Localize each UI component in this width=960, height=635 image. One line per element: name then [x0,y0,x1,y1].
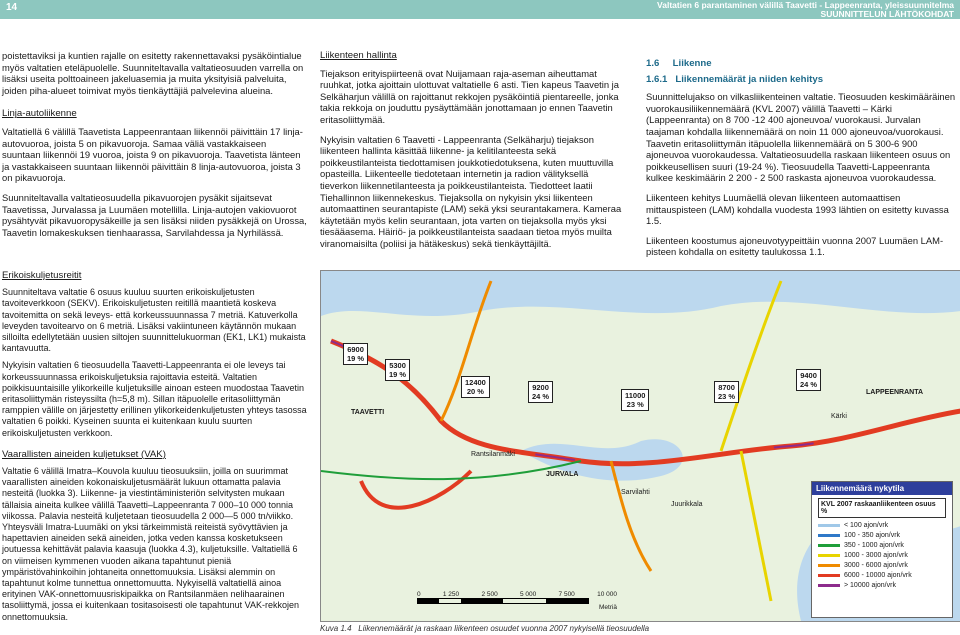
traffic-label: 9400 24 % [796,369,821,391]
legend-swatch [818,554,840,557]
town-label: Juurikkala [671,501,703,508]
paragraph: Valtatiellä 6 välillä Taavetista Lappeenrantaan liikennöi päivittäin 17 linja-autovuoroa, joista 5 on pikavuoroja. Samaa väliä vastakkaiseen suuntaan liikennöi 19 vuoroa, joista 9 on pikavuoroja. Taavetista länteen ja vastakkaiseen suuntaan liikennöi päivittäin 8 linja-autovuoroa, joista 3 on pikavuoroja. [2,125,303,184]
page-header [0,0,960,19]
legend-swatch [818,544,840,547]
map-scale: 0 1 250 2 500 5 000 7 500 10 000 Metriä [417,591,617,611]
legend-label: 100 - 350 ajon/vrk [844,532,901,539]
figure-caption: Kuva 1.4 Liikennemäärät ja raskaan liikenteen osuudet vuonna 2007 nykyisellä tieosuudella [320,624,650,633]
legend-swatch [818,564,840,567]
legend-item [818,521,946,530]
legend-item [818,541,946,550]
page-number: 14 [6,2,18,13]
paragraph: Liikenteen kehitys Luumäellä olevan liikenteen automaattisen mittauspisteen (LAM) kohdalla vuodesta 1993 lähtien on esitetty kuvassa 1.5. [646,191,949,227]
legend-kvl: KVL 2007 raskaanliikenteen osuus % [818,498,946,518]
paragraph: Liikenteen koostumus ajoneuvotyypeittäin vuonna 2007 Luumäen LAM-pisteen kohdalla on esitetty taulukossa 1.1. [646,234,944,258]
legend-item [818,561,946,570]
paragraph: Nykyisin valtatien 6 tieosuudella Taavetti-Lappeenranta ei ole leveys tai korkeussuunnassa erikoiskuljetuksia rajoittavia esteitä. Valtatien poikkisuuntaisille ylikorkeille kuljetuksille ainoan esteen muodostaa Taavetin eritasoliittymän risteyssilta (h=5,8 m). Sillan itäpuolelle eritasoliittymän ramppien välille on järjestetty erillinen ylikorkeidenkuljetusten yhteys tasossa valtatien 6 poikki. Kyseinen suunta ei kuitenkaan kuulu suurten erikoiskuljetusten verkkoon. [2,360,307,438]
legend-title: Liikennemäärä nykytila [812,482,952,495]
paragraph: poistettaviksi ja kuntien rajalle on esitetty rakennettavaksi pysäköintialue myös valtatien eteläpuolelle. Suunniteltavalla valtatieosuuden varrella on lisäksi useita polttoaineen jakeluasemia ja muita yksityisiä palveluita, joiden piha-alueet toimivat myös tienkäyttäjiä palvelevina alueina. [2,50,304,96]
legend-swatch [818,574,840,577]
legend-label: 350 - 1000 ajon/vrk [844,542,904,549]
legend-item [818,551,946,560]
section-heading-linja: Linja-autoliikenne [2,108,77,120]
traffic-label: 5300 19 % [385,359,410,381]
town-label: Rantsilanmäki [471,451,515,458]
header-title [657,1,954,19]
town-label: TAAVETTI [351,409,385,416]
column-1-bottom [2,270,307,628]
header-title-line2: SUUNNITTELUN LÄHTÖKOHDAT [820,9,954,19]
legend-item [818,531,946,540]
traffic-label: 6900 19 % [343,343,368,365]
legend-item [818,571,946,580]
section-heading-1-6-1: 1.6.1 Liikennemäärät ja niiden kehitys [646,73,824,85]
map-legend [811,481,953,618]
section-heading-vak: Vaarallisten aineiden kuljetukset (VAK) [2,448,166,460]
paragraph: Suunnittelujakso on vilkasliikenteinen valtatie. Tieosuuden keskimääräinen vuorokausiliikennemäärä (KVL 2007) välillä Taavetti – Kärki (Lappeenranta) on 8 700 -12 400 ajoneuvoa/ vuorokausi. Jurvalan taajaman kohdalla liikennemäärä on noin 11 000 ajoneuvoa/vuorokausi. Taavetin eritasoliittymän itäpuolella liikennemäärä on 5 300-6 900 ajoneuvoa vuorokaudessa. Valtatieosuudella raskaan liikenteen osuus on poikkeusellisen suuri (19-24 %). Tieosuudella Taavetti-Lappeenranta kulkee keskimäärin 2 200 - 2 500 raskasta ajoneuvoa vuorokaudessa. [646,91,956,184]
header-title-line1: Valtatien 6 parantaminen välillä Taavetti - Lappeenranta, yleissuunnitelma [657,0,954,10]
traffic-label: 8700 23 % [714,381,739,403]
paragraph: Suunniteltavalla valtatieosuudella pikavuorojen pysäkit sijaitsevat Taavetissa, Jurvalassa ja Luumäen motellilla. Linja-autojen vakiovuorot pysähtyvät pikavuoropysäkeille ja sen lisäksi niiden pysäkkejä on Urossa, Taavetin lomakeskuksen tienhaarassa, Sarvilahdessa ja Nyrhilässä. [2,191,307,238]
legend-label: 3000 - 6000 ajon/vrk [844,562,908,569]
paragraph: Nykyisin valtatien 6 Taavetti - Lappeenranta (Selkäharju) tiejakson liikenteen hallinta käsittää liikenne- ja kelitilanteesta sekä poikkeustilanteista tiedottamisen joukkotiedotuksena, kuten muuttuvilla opasteilla. Liikenteelle tiedotetaan internetin ja radion välityksellä tieverkon liikennetilanteesta ja poikkeustilanteista. Tiedotteet laatii Tiehallinnon liikennekeskus. Tiejaksolla on nykyisin yksi liikenteen automaattinen seurantapiste (LAM) sekä yksi seurantakamera. Kameraa käytetään myös kelin seurantaan, jota varten on tiejaksolla myös yksi tiesääasema. Häiriö- ja poikkeustilanteista saadaan tietoa myös muilta viranomaisilta (poliisi ja hätäkeskus) sekä tienkäyttäjiltä. [320,133,622,249]
legend-swatch [818,584,840,587]
legend-label: < 100 ajon/vrk [844,522,889,529]
column-3 [646,58,956,263]
legend-label: > 10000 ajon/vrk [844,582,896,589]
section-heading-liikenteen: Liikenteen hallinta [320,50,397,61]
legend-label: 6000 - 10000 ajon/vrk [844,572,912,579]
legend-item [818,581,946,590]
traffic-map [320,270,960,622]
traffic-label: 12400 20 % [461,376,490,398]
legend-swatch [818,524,840,527]
town-label: JURVALA [546,471,579,478]
legend-swatch [818,534,840,537]
town-label: Kärki [831,413,847,420]
section-heading-1-6: 1.6 Liikenne [646,58,712,69]
traffic-label: 9200 24 % [528,381,553,403]
column-1-top [2,50,307,243]
paragraph: Tiejakson erityispiirteenä ovat Nuijamaan raja-aseman aiheuttamat ruuhkat, jotka ajoittain ulottuvat valtatielle 6 asti. Tien kapeus Taavetin ja Selkäharjun välillä on rajoittanut rekkojen pysäköintiä pientareelle, jonka takia rekkoja on jouduttu pysäyttämään jonottamaan jo ennen Taavetin eritasoliittymää. [320,67,619,125]
section-heading-erikois: Erikoiskuljetusreitit [2,270,82,281]
paragraph: Suunniteltava valtatie 6 osuus kuuluu suurten erikoiskuljetusten tavoiteverkkoon (SEKV). Erikoiskuljetusten reitillä maantietä koskeva tavoitemitta on sekä leveys- että korkeussuunnassa 7 metriä. Katuverkolla leveyden tavoitearvo on 6 metriä. Lisäksi vakiintuneen käytännön mukaan silloilta edellytetään uusien siltojen suunnittelukuorman (EK1, LK1) mukaista kantavuutta. [2,287,306,354]
column-2 [320,50,625,255]
legend-label: 1000 - 3000 ajon/vrk [844,552,908,559]
town-label: LAPPEENRANTA [866,389,924,396]
traffic-label: 11000 23 % [621,389,649,411]
paragraph: Valtatie 6 välillä Imatra–Kouvola kuuluu tieosuuksiin, joilla on suurimmat vaarallisten aineiden kokonaiskuljetusmäärät lukuun ottamatta palavia nesteitä (luokka 3). Liikenne- ja viestintäministeriön selvitysten mukaan tällaisia aineita kulkee välillä Taavetti–Lappeenranta 7 000–10 000 tonnia viikossa. Palavia nesteitä kuljetetaan tieosuudella 2 000—5 000 tn/viikko. Yhteysväli Imatra-Luumäki on yksi tärkeimmistä reiteistä syövyttävien ja hapettavien aineiden sekä aineiden, jotka veden kanssa kosketukseen joutuessa kehittävät palavia kaasuja (luokka 4.3), kuljetuksille. Valtatiellä 6 on viimeisen kymmenen vuoden aikana tapahtunut pieniä ympäristövahinkoihin johtaneita onnettomuuksia. Lisäksi alemmin on tapahtunut kolme tunnettua onnettomuutta. Nykyisellä valtatiellä ainoa erityinen VAK-onnettomuusriskipaikka on Rantsilanmäen nelihaarainen tasoliittymä, jossa ei kuitenkaan tositasoisesti ole tapahtunut VAK-rekkojen onnettomuuksia. [2,466,299,622]
town-label: Sarvilahti [621,489,650,496]
